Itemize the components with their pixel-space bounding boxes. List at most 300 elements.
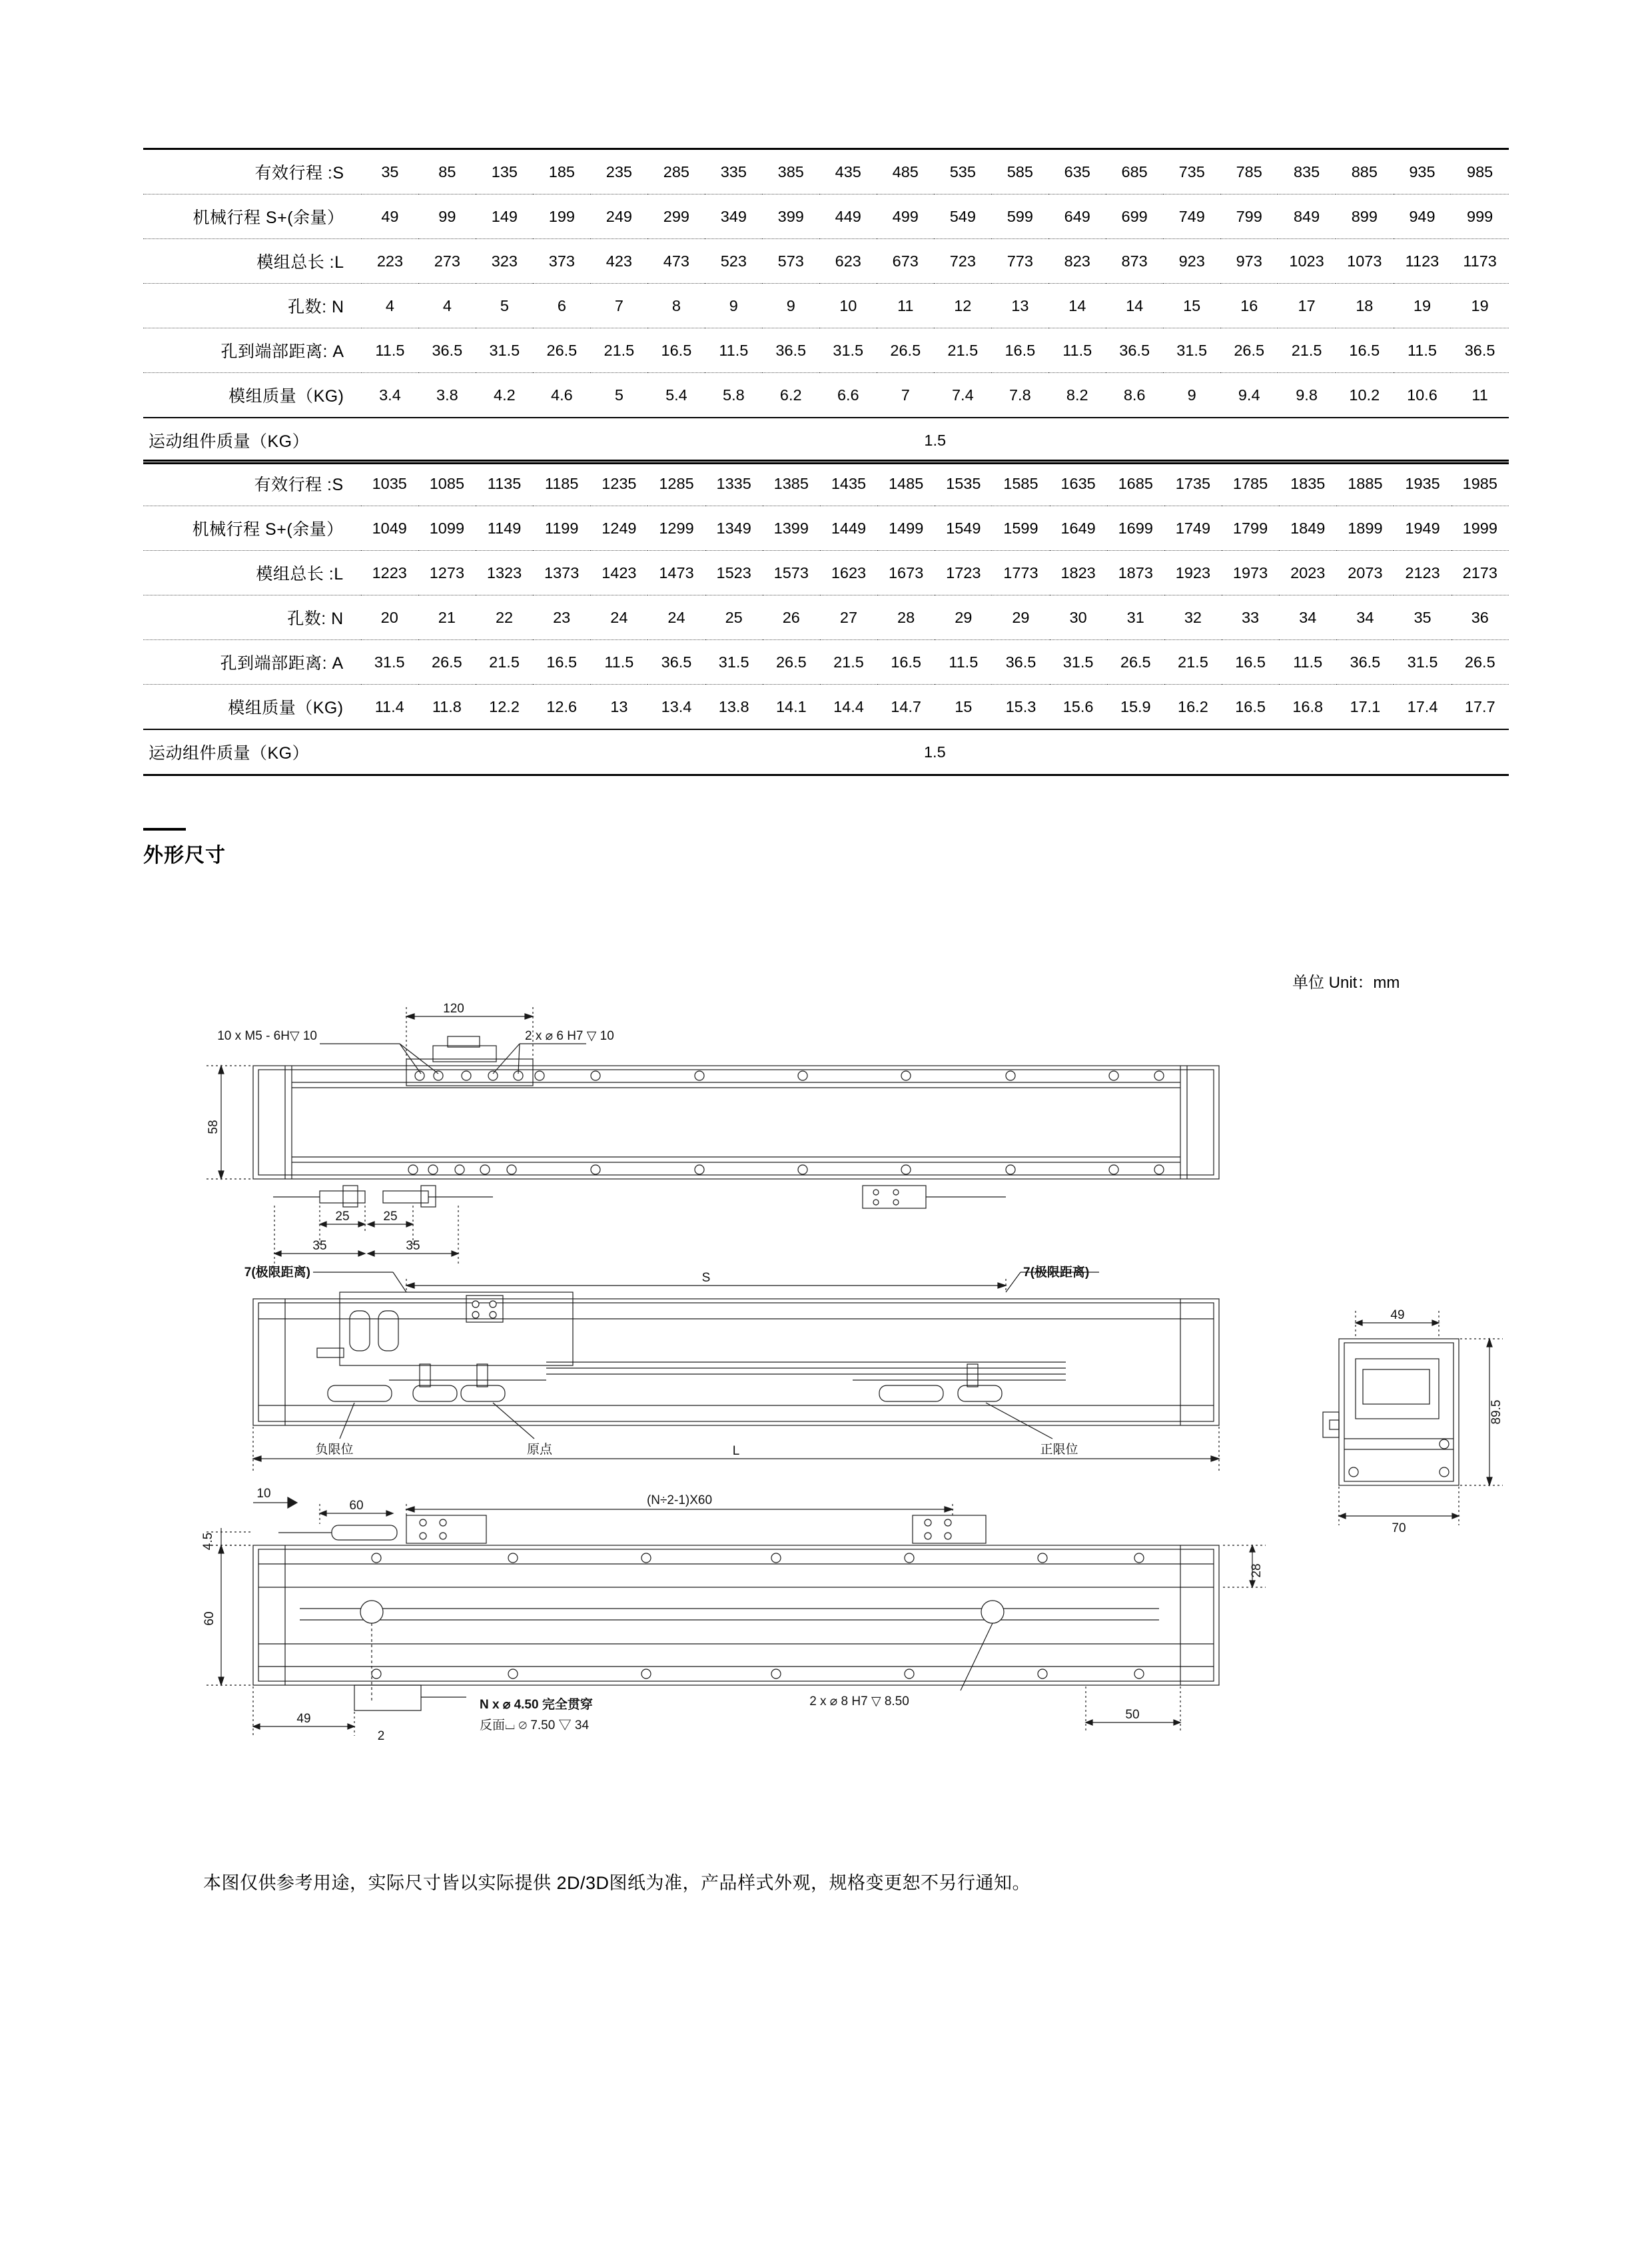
cell: 3.8 — [418, 373, 476, 418]
cell: 15.3 — [992, 685, 1049, 730]
cell: 16.5 — [1336, 328, 1394, 373]
cell: 17 — [1278, 284, 1336, 328]
cell: 423 — [590, 239, 647, 284]
cell: 36.5 — [1106, 328, 1163, 373]
cell: 6.2 — [762, 373, 819, 418]
cell: 19 — [1394, 284, 1451, 328]
cell: 823 — [1048, 239, 1106, 284]
row-label: 机械行程 S+(余量） — [143, 194, 362, 239]
cell: 11.5 — [590, 640, 647, 685]
cell: 25 — [705, 595, 763, 640]
cell: 36.5 — [992, 640, 1049, 685]
cell: 2073 — [1336, 551, 1394, 595]
cell: 85 — [418, 149, 476, 194]
cell: 21.5 — [934, 328, 991, 373]
cell: 17.7 — [1451, 685, 1509, 730]
cell: 299 — [647, 194, 705, 239]
dim-58-label: 58 — [206, 1120, 220, 1134]
cell: 22 — [476, 595, 533, 640]
cell: 499 — [877, 194, 934, 239]
cell: 16.5 — [877, 640, 935, 685]
cell: 36.5 — [1451, 328, 1509, 373]
cell: 11 — [1451, 373, 1509, 418]
cell: 9 — [705, 284, 762, 328]
cell: 11.5 — [705, 328, 762, 373]
cell: 1799 — [1222, 506, 1279, 551]
cell: 1399 — [763, 506, 820, 551]
cell: 15 — [1163, 284, 1220, 328]
cell: 26.5 — [1107, 640, 1164, 685]
cell: 1735 — [1164, 461, 1222, 506]
cell: 21.5 — [1164, 640, 1222, 685]
cell: 8.6 — [1106, 373, 1163, 418]
cell: 549 — [934, 194, 991, 239]
cell: 23 — [533, 595, 590, 640]
cell: 223 — [362, 239, 419, 284]
cell: 11.8 — [418, 685, 476, 730]
cell: 10.2 — [1336, 373, 1394, 418]
cell: 36 — [1451, 595, 1509, 640]
table-row — [143, 284, 1509, 328]
cell: 1935 — [1394, 461, 1451, 506]
cell: 1035 — [361, 461, 418, 506]
cell: 26.5 — [418, 640, 476, 685]
dim-28-label: 28 — [1250, 1563, 1264, 1578]
cell: 16.8 — [1279, 685, 1336, 730]
cell: 31 — [1107, 595, 1164, 640]
cell: 4 — [362, 284, 419, 328]
table-row — [143, 194, 1509, 239]
cell: 685 — [1106, 149, 1163, 194]
cell: 14.4 — [820, 685, 877, 730]
row-label: 孔数: N — [143, 595, 361, 640]
cell: 31.5 — [1050, 640, 1107, 685]
dim-25-left-label: 25 — [335, 1210, 350, 1224]
row-label: 模组质量（KG) — [143, 685, 361, 730]
cell: 21.5 — [1278, 328, 1336, 373]
cell: 13.4 — [647, 685, 705, 730]
cell: 12 — [934, 284, 991, 328]
cell: 149 — [476, 194, 533, 239]
cell: 28 — [877, 595, 935, 640]
cell: 523 — [705, 239, 762, 284]
table-row — [143, 373, 1509, 418]
cell: 26.5 — [1451, 640, 1509, 685]
hole-note-3-label: 2 x ⌀ 8 H7 ▽ 8.50 — [809, 1694, 909, 1708]
cell: 449 — [819, 194, 877, 239]
cell: 16.2 — [1164, 685, 1222, 730]
cell: 21 — [418, 595, 476, 640]
dim-2-label: 2 — [377, 1729, 385, 1743]
thread-note-label: 10 x M5 - 6H▽ 10 — [217, 1029, 317, 1043]
cell: 1835 — [1279, 461, 1336, 506]
cell: 1699 — [1107, 506, 1164, 551]
cell: 349 — [705, 194, 762, 239]
cell: 1123 — [1394, 239, 1451, 284]
unit-note: 单位 Unit：mm — [1292, 974, 1400, 992]
cell: 749 — [1163, 194, 1220, 239]
cell: 36.5 — [1336, 640, 1394, 685]
cell: 649 — [1048, 194, 1106, 239]
cell: 1385 — [763, 461, 820, 506]
cell: 1523 — [705, 551, 763, 595]
cell: 735 — [1163, 149, 1220, 194]
section-heading-label: 外形尺寸 — [143, 845, 226, 867]
dim-60-left-label: 60 — [203, 1611, 216, 1626]
cell: 1473 — [647, 551, 705, 595]
cell: 11.5 — [1394, 328, 1451, 373]
cell: 1535 — [935, 461, 992, 506]
cell: 285 — [647, 149, 705, 194]
cell: 13 — [590, 685, 647, 730]
cell: 599 — [991, 194, 1048, 239]
cell: 1335 — [705, 461, 763, 506]
hole-note-label: 2 x ⌀ 6 H7 ▽ 10 — [525, 1029, 614, 1043]
dim-10-label: 10 — [256, 1487, 271, 1501]
dim-70-label: 70 — [1392, 1521, 1406, 1535]
hole-note-2-label: 反面⌴ ⌀ 7.50 ▽ 34 — [480, 1718, 590, 1732]
cell: 485 — [877, 149, 934, 194]
cell: 16 — [1220, 284, 1278, 328]
table-row — [143, 239, 1509, 284]
cell: 385 — [762, 149, 819, 194]
row-label: 有效行程 :S — [143, 461, 361, 506]
cell: 16.5 — [533, 640, 590, 685]
section-heading — [143, 828, 226, 868]
cell: 14 — [1048, 284, 1106, 328]
table-row — [143, 149, 1509, 194]
cell: 12.2 — [476, 685, 533, 730]
dim-25-right-label: 25 — [383, 1210, 398, 1224]
cell: 31.5 — [361, 640, 418, 685]
cell: 1049 — [361, 506, 418, 551]
table-row — [143, 685, 1509, 730]
table-footer-row — [143, 418, 1509, 464]
technical-drawing — [120, 946, 1532, 1832]
cell: 1323 — [476, 551, 533, 595]
dim-4-5-label: 4.5 — [201, 1532, 215, 1551]
cell: 835 — [1278, 149, 1336, 194]
table-row — [143, 328, 1509, 373]
cell: 1235 — [590, 461, 647, 506]
cell: 1885 — [1336, 461, 1394, 506]
cell: 323 — [476, 239, 533, 284]
cell: 9 — [762, 284, 819, 328]
cell: 1349 — [705, 506, 763, 551]
cell: 11.5 — [1048, 328, 1106, 373]
cell: 1185 — [533, 461, 590, 506]
cell: 1949 — [1394, 506, 1451, 551]
cell: 949 — [1394, 194, 1451, 239]
cell: 24 — [647, 595, 705, 640]
table-row — [143, 461, 1509, 506]
cell: 1199 — [533, 506, 590, 551]
cell: 1449 — [820, 506, 877, 551]
cell: 16.5 — [647, 328, 705, 373]
cell: 26.5 — [763, 640, 820, 685]
cell: 34 — [1279, 595, 1336, 640]
stroke-s-label: S — [701, 1271, 711, 1285]
cell: 10.6 — [1394, 373, 1451, 418]
cell: 15.6 — [1050, 685, 1107, 730]
cell: 27 — [820, 595, 877, 640]
cell: 249 — [590, 194, 647, 239]
cell: 1985 — [1451, 461, 1509, 506]
cell: 15.9 — [1107, 685, 1164, 730]
cell: 26 — [763, 595, 820, 640]
cell: 1085 — [418, 461, 476, 506]
dim-89-5-label: 89.5 — [1489, 1399, 1503, 1425]
cell: 1273 — [418, 551, 476, 595]
cell: 20 — [361, 595, 418, 640]
cell: 10 — [819, 284, 877, 328]
table-row — [143, 551, 1509, 595]
cell: 5.4 — [647, 373, 705, 418]
neg-limit-label: 负限位 — [315, 1443, 354, 1457]
cell: 973 — [1220, 239, 1278, 284]
cell: 19 — [1451, 284, 1509, 328]
cell: 2023 — [1279, 551, 1336, 595]
cell: 11.5 — [362, 328, 419, 373]
table-footer-row — [143, 729, 1509, 775]
cell: 399 — [762, 194, 819, 239]
cell: 373 — [533, 239, 590, 284]
cell: 1373 — [533, 551, 590, 595]
cell: 17.1 — [1336, 685, 1394, 730]
row-label: 模组总长 :L — [143, 551, 361, 595]
cell: 1.5 — [361, 729, 1509, 775]
cell: 1673 — [877, 551, 935, 595]
cell: 1973 — [1222, 551, 1279, 595]
cell: 7 — [590, 284, 647, 328]
cell: 11.4 — [361, 685, 418, 730]
cell: 999 — [1451, 194, 1509, 239]
cell: 26.5 — [1220, 328, 1278, 373]
cell: 985 — [1451, 149, 1509, 194]
cell: 21.5 — [476, 640, 533, 685]
cell: 32 — [1164, 595, 1222, 640]
cell: 535 — [934, 149, 991, 194]
cell: 36.5 — [418, 328, 476, 373]
cell: 11.5 — [1279, 640, 1336, 685]
cell: 1823 — [1050, 551, 1107, 595]
cell: 5.8 — [705, 373, 762, 418]
cell: 923 — [1163, 239, 1220, 284]
cell: 21.5 — [820, 640, 877, 685]
cell: 1649 — [1050, 506, 1107, 551]
cell: 1635 — [1050, 461, 1107, 506]
cell: 49 — [362, 194, 419, 239]
cell: 30 — [1050, 595, 1107, 640]
cell: 1023 — [1278, 239, 1336, 284]
cell: 1785 — [1222, 461, 1279, 506]
cell: 1749 — [1164, 506, 1222, 551]
cell: 585 — [991, 149, 1048, 194]
limit-left-label: 7(极限距离) — [244, 1266, 310, 1280]
cell: 26.5 — [533, 328, 590, 373]
cell: 7.4 — [934, 373, 991, 418]
cell: 7 — [877, 373, 934, 418]
cell: 1573 — [763, 551, 820, 595]
cell: 1249 — [590, 506, 647, 551]
cell: 435 — [819, 149, 877, 194]
cell: 673 — [877, 239, 934, 284]
total-l-label: L — [732, 1444, 740, 1458]
cell: 3.4 — [362, 373, 419, 418]
row-label: 孔到端部距离: A — [143, 640, 361, 685]
cell: 14 — [1106, 284, 1163, 328]
cell: 31.5 — [476, 328, 533, 373]
cell: 899 — [1336, 194, 1394, 239]
cell: 5 — [476, 284, 533, 328]
dim-120-label: 120 — [443, 1002, 464, 1016]
row-label: 孔到端部距离: A — [143, 328, 362, 373]
cell: 473 — [647, 239, 705, 284]
cell: 773 — [991, 239, 1048, 284]
cell: 1685 — [1107, 461, 1164, 506]
cell: 9.8 — [1278, 373, 1336, 418]
cell: 36.5 — [762, 328, 819, 373]
cell: 14.7 — [877, 685, 935, 730]
cell: 16.5 — [991, 328, 1048, 373]
cell: 1723 — [935, 551, 992, 595]
cell: 1873 — [1107, 551, 1164, 595]
cell: 623 — [819, 239, 877, 284]
cell: 1849 — [1279, 506, 1336, 551]
cell: 235 — [590, 149, 647, 194]
cell: 1423 — [590, 551, 647, 595]
cell: 935 — [1394, 149, 1451, 194]
cell: 723 — [934, 239, 991, 284]
cell: 8.2 — [1048, 373, 1106, 418]
cell: 29 — [992, 595, 1049, 640]
cell: 1999 — [1451, 506, 1509, 551]
cell: 1485 — [877, 461, 935, 506]
hole-note-1-label: N x ⌀ 4.50 完全贯穿 — [480, 1698, 593, 1712]
cell: 26.5 — [877, 328, 934, 373]
cell: 2123 — [1394, 551, 1451, 595]
cell: 16.5 — [1222, 640, 1279, 685]
cell: 1899 — [1336, 506, 1394, 551]
dim-50-label: 50 — [1125, 1708, 1140, 1722]
cell: 785 — [1220, 149, 1278, 194]
cell: 2173 — [1451, 551, 1509, 595]
cell: 4 — [418, 284, 476, 328]
cell: 185 — [533, 149, 590, 194]
cell: 1149 — [476, 506, 533, 551]
cell: 11.5 — [935, 640, 992, 685]
cell: 885 — [1336, 149, 1394, 194]
cell: 1173 — [1451, 239, 1509, 284]
cell: 31.5 — [819, 328, 877, 373]
cell: 21.5 — [590, 328, 647, 373]
cell: 1135 — [476, 461, 533, 506]
cell: 1773 — [992, 551, 1049, 595]
cell: 11 — [877, 284, 934, 328]
cell: 17.4 — [1394, 685, 1451, 730]
dim-60-top-label: 60 — [349, 1499, 364, 1513]
cell: 1923 — [1164, 551, 1222, 595]
cell: 1599 — [992, 506, 1049, 551]
cell: 99 — [418, 194, 476, 239]
cell: 4.6 — [533, 373, 590, 418]
cell: 873 — [1106, 239, 1163, 284]
row-label: 运动组件质量（KG） — [143, 418, 362, 464]
cell: 5 — [590, 373, 647, 418]
row-label: 孔数: N — [143, 284, 362, 328]
dim-49-side-label: 49 — [1390, 1308, 1405, 1322]
cell: 335 — [705, 149, 762, 194]
dim-35-right-label: 35 — [406, 1239, 420, 1253]
cell: 13 — [991, 284, 1048, 328]
cell: 35 — [362, 149, 419, 194]
cell: 36.5 — [647, 640, 705, 685]
heading-rule — [143, 828, 186, 831]
cell: 135 — [476, 149, 533, 194]
cell: 1.5 — [362, 418, 1509, 464]
cell: 13.8 — [705, 685, 763, 730]
cell: 14.1 — [763, 685, 820, 730]
cell: 12.6 — [533, 685, 590, 730]
cell: 9 — [1163, 373, 1220, 418]
row-label: 模组总长 :L — [143, 239, 362, 284]
cell: 1223 — [361, 551, 418, 595]
cell: 31.5 — [705, 640, 763, 685]
cell: 1549 — [935, 506, 992, 551]
pos-limit-label: 正限位 — [1040, 1443, 1078, 1457]
limit-right-label: 7(极限距离) — [1023, 1266, 1090, 1280]
cell: 199 — [533, 194, 590, 239]
cell: 15 — [935, 685, 992, 730]
cell: 1499 — [877, 506, 935, 551]
cell: 8 — [647, 284, 705, 328]
table-row — [143, 506, 1509, 551]
cell: 16.5 — [1222, 685, 1279, 730]
cell: 18 — [1336, 284, 1394, 328]
spec-table-1 — [143, 148, 1509, 464]
row-label: 机械行程 S+(余量） — [143, 506, 361, 551]
cell: 1585 — [992, 461, 1049, 506]
cell: 6 — [533, 284, 590, 328]
pitch-note-label: (N÷2-1)X60 — [646, 1493, 713, 1507]
footer-note: 本图仅供参考用途，实际尺寸皆以实际提供 2D/3D图纸为准，产品样式外观，规格变更恕不另行通知。 — [203, 1873, 1031, 1893]
table-row — [143, 640, 1509, 685]
cell: 7.8 — [991, 373, 1048, 418]
row-label: 模组质量（KG) — [143, 373, 362, 418]
cell: 635 — [1048, 149, 1106, 194]
cell: 31.5 — [1163, 328, 1220, 373]
cell: 799 — [1220, 194, 1278, 239]
dim-35-left-label: 35 — [312, 1239, 327, 1253]
row-label: 运动组件质量（KG） — [143, 729, 361, 775]
cell: 1435 — [820, 461, 877, 506]
cell: 1299 — [647, 506, 705, 551]
cell: 849 — [1278, 194, 1336, 239]
cell: 273 — [418, 239, 476, 284]
row-label: 有效行程 :S — [143, 149, 362, 194]
cell: 1073 — [1336, 239, 1394, 284]
cell: 24 — [590, 595, 647, 640]
cell: 31.5 — [1394, 640, 1451, 685]
cell: 9.4 — [1220, 373, 1278, 418]
origin-label: 原点 — [526, 1443, 553, 1457]
spec-table-2 — [143, 460, 1509, 776]
cell: 1099 — [418, 506, 476, 551]
cell: 1623 — [820, 551, 877, 595]
dim-49-bottom-label: 49 — [296, 1712, 311, 1726]
cell: 34 — [1336, 595, 1394, 640]
cell: 6.6 — [819, 373, 877, 418]
